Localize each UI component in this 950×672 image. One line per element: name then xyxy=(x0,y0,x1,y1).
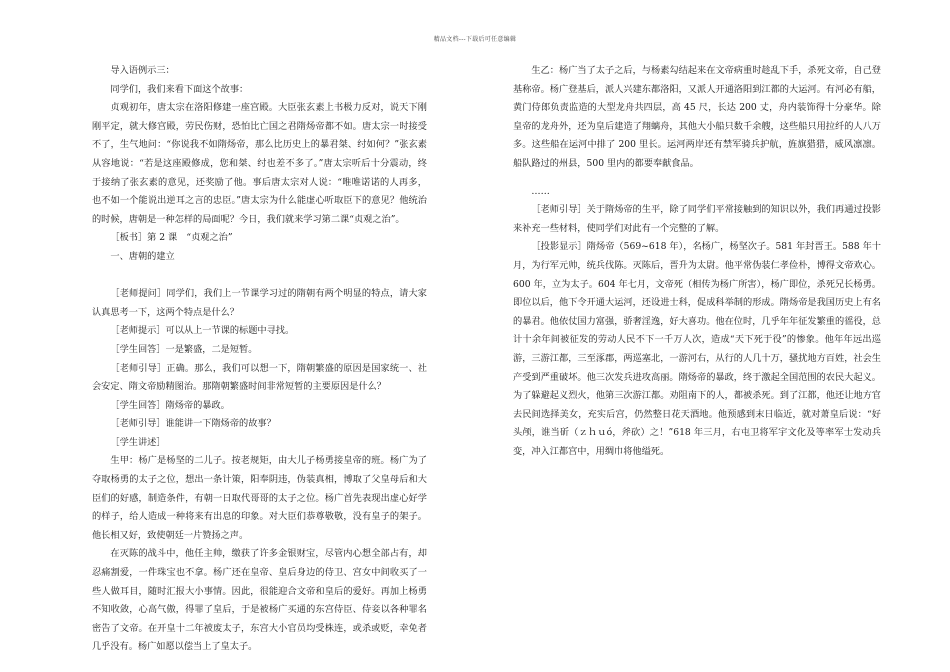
paragraph: ［学生讲述］ xyxy=(110,436,166,448)
paragraph: 贞观初年，唐太宗在洛阳修建一座宫殿。大臣张玄素上书极力反对，说天下刚刚平定，就大修宫殿，劳民伤财，恐怕比亡国之君隋炀帝都不如。唐太宗一时接受不了，生气地问：“你说我不如隋炀帝，那么比历史上的暴君桀、纣如何？”张玄素从容地说：“若是这座殿修成，您和桀、纣也差不多了。”唐太宗听后十分震动，终于接纳了张玄素的意见，还奖励了他。事后唐太宗对人说：“唯唯诺诺的人再多，也不如一个能说出逆耳之言的忠臣。”唐太宗为什么能虚心听取臣下的意见？他统治的时候，唐朝是一种怎样的局面呢？今日，我们就来学习第二课“贞观之治”。 xyxy=(92,102,427,225)
paragraph: ［板书］第 2 课 “贞观之治” xyxy=(110,232,233,244)
paragraph: 同学们，我们来看下面这个故事： xyxy=(110,83,249,95)
paragraph: 生乙：杨广当了太子之后，与杨素勾结起来在文帝病重时趁乱下手，杀死文帝，自己登基称帝。杨广登基后，派人兴建东都洛阳，又派人开通洛阳到江都的大运河。有河必有船，黄门侍郎负责监造的大型龙舟共四层，高 45 尺，长达 200 丈，舟内装饰得十分豪华。除皇帝的龙舟外，还为皇后建造了翔螭舟，其他大小船只数千余艘，这些船只用拉纤的人八万多。这些船在运河中排了 200 里长。运河两岸还有禁军骑兵护航，旌旗猎猎，威风凛凛。船队路过的州县，500 里内的都要奉献食品。 xyxy=(513,65,881,169)
paragraph: 在灭陈的战斗中，他任主帅，缴获了许多金银财宝，尽管内心想全部占有，却忍痛割爱，一件珠宝也不拿。杨广还在皇帝、皇后身边的侍卫、宫女中间收买了一些人做耳目，随时汇报大小事情。因此，很能迎合文帝和皇后的爱好。再加上杨勇不知收敛，心高气傲，得罪了皇后，于是被杨广买通的东宫侍臣、侍妾以各种罪名密告了文帝。在开皇十二年被废太子，东宫大小官员均受株连，或杀或贬，幸免者几乎没有。杨广如愿以偿当上了皇太子。 xyxy=(92,548,427,653)
left-column xyxy=(92,62,427,657)
paragraph: ［投影显示］隋炀帝（569~618 年），名杨广，杨坚次子。581 年封晋王。588 年十月，为行军元帅，统兵伐陈。灭陈后，晋升为太尉。他平常伪装仁孝俭朴，博得文帝欢心。600 年，立为太子。604 年七月，文帝死（相传为杨广所害），杨广即位，杀死兄长杨勇。即位以后，他下令开通大运河，还设进士科，促成科举制的形成。隋炀帝是我国历史上有名的暴君。他依仗国力富强，骄奢淫逸，好大喜功。他在位时，几乎年年征发繁重的徭役，总计十余年间被征发的劳动人民不下一千万人次，造成“天下死于役”的惨象。他年年远出巡游，三游江都，三至涿郡，两巡塞北，一游河右，从行的人几十万，骚扰地方百姓，社会生产受到严重破坏。他三次发兵进攻高丽。隋炀帝的暴政，终于激起全国范围的农民大起义。为了躲避起义烈火，他第三次游江都。劝阻南下的人，都被杀死。到了江都，他还让地方官去民间选择美女，充实后宫，仍然整日花天酒地。他预感到末日临近，就对萧皇后说：“好头颅，谁当斫（ｚｈｕó，斧砍）之！”618 年三月，右屯卫将军宇文化及等率军士发动兵变，冲入江都宫中，用绸巾将他缢死。 xyxy=(513,241,881,457)
paragraph: ［老师提问］同学们，我们上一节课学习过的隋朝有两个明显的特点，请大家认真思考一下，这两个特点是什么？ xyxy=(92,288,427,318)
paragraph-spacer xyxy=(513,174,881,183)
paragraph: ［老师引导］正确。那么，我们可以想一下，隋朝繁盛的原因是国家统一、社会安定、隋文帝励精图治。那隋朝繁盛时间非常短暂的主要原因是什么？ xyxy=(92,362,427,393)
paragraph: 导入语例示三： xyxy=(110,65,175,76)
paragraph: ［学生回答］一是繁盛，二是短暂。 xyxy=(110,343,258,355)
paragraph: ［学生回答］隋炀帝的暴政。 xyxy=(110,399,230,411)
paragraph: 一、唐朝的建立 xyxy=(110,250,175,262)
right-column xyxy=(513,62,881,461)
paragraph-spacer xyxy=(92,267,427,286)
paragraph: ［老师引导］关于隋炀帝的生平，除了同学们平常接触到的知识以外，我们再通过投影来补充一些材料，使同学们对此有一个完整的了解。 xyxy=(513,204,881,234)
paragraph: ［老师引导］谁能讲一下隋炀帝的故事？ xyxy=(110,418,276,430)
paragraph: 生甲：杨广是杨坚的二儿子。按老规矩，由大儿子杨勇接皇帝的班。杨广为了夺取杨勇的太子之位，想出一条计策，阳奉阴违，伪装真相，博取了父皇母后和大臣们的好感，制造条件，有朝一日取代哥哥的太子之位。杨广首先表现出虚心好学的样子，给人造成一种将来有出息的印象。对大臣们恭尊敬敬，没有皇子的架子。他长相又好，致使朝廷一片赞扬之声。 xyxy=(92,455,427,541)
page-header: 精品文档---下载后可任意编辑 xyxy=(433,36,517,43)
paragraph: ［老师提示］可以从上一节课的标题中寻找。 xyxy=(110,325,295,337)
paragraph: …… xyxy=(531,185,550,197)
